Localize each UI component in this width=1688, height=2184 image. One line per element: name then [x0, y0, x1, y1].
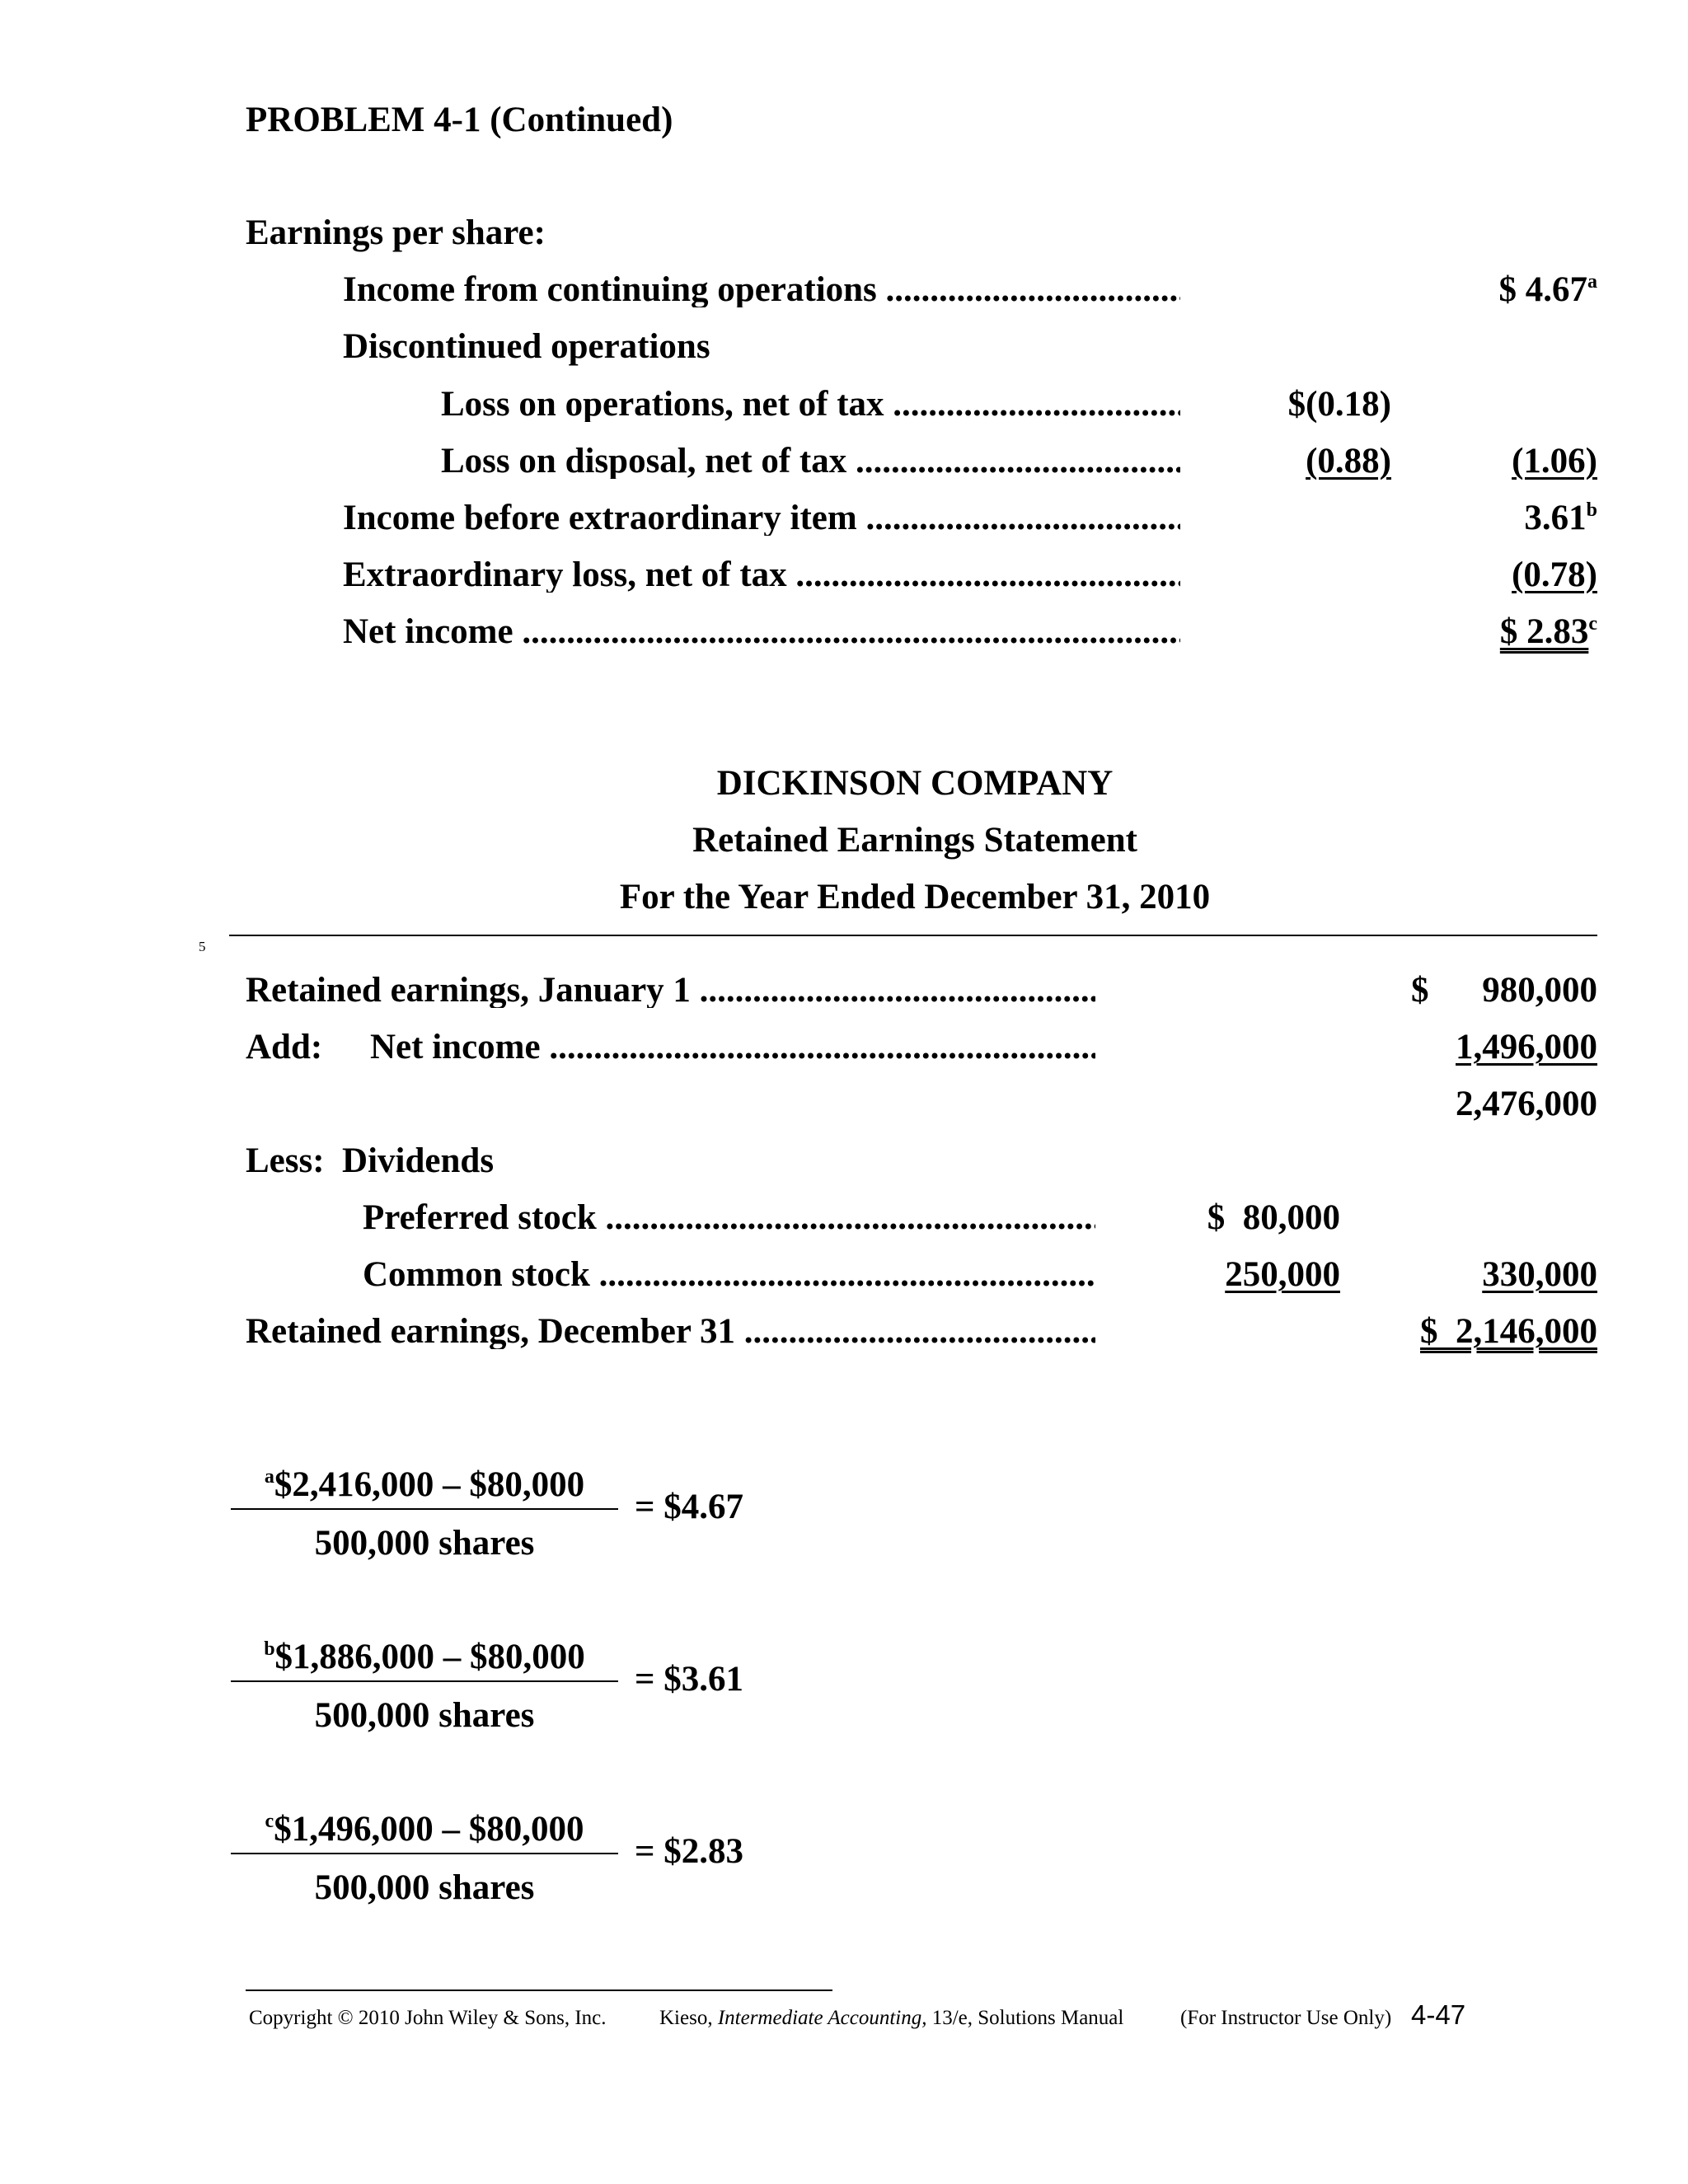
footer-page-number: 4-47 — [1411, 1999, 1466, 2030]
footer-book-credit: Kieso, Intermediate Accounting, 13/e, Solutions Manual — [659, 2007, 1124, 2029]
eps-extra-loss-value: (0.78) — [1512, 555, 1597, 594]
heading-rule — [229, 935, 1597, 936]
re-net-income-value: 1,496,000 — [1456, 1028, 1597, 1066]
margin-number: 5 — [199, 939, 206, 954]
eps-loss-disposal-label: Loss on disposal, net of tax ..... — [441, 443, 1180, 479]
footnote-mark-a: a — [1587, 271, 1597, 293]
re-subtotal: 2,476,000 — [1456, 1085, 1597, 1123]
eps-income-cont-value: $ 4.67$^a$ — [1498, 270, 1597, 309]
re-jan-value: 980,000 — [1482, 971, 1597, 1010]
statement-name: Retained Earnings Statement — [692, 821, 1137, 860]
dividends-total: 330,000 — [1482, 1255, 1597, 1294]
note-c-fraction-bar — [231, 1853, 618, 1854]
note-a-numerator: $^a$\$2,416,000 – $80,000 — [264, 1465, 585, 1504]
eps-disc-total: (1.06) — [1512, 442, 1597, 480]
eps-loss-ops-value: $(0.18) — [1287, 385, 1391, 424]
page-title: PROBLEM 4-1 (Continued) — [246, 101, 673, 139]
eps-before-extra-label: Income before extraordinary item ..... — [343, 500, 1180, 536]
re-jan-dollar: $ — [1411, 971, 1429, 1010]
add-label: Add: — [246, 1028, 323, 1066]
note-b-denominator: 500,000 shares — [314, 1696, 535, 1735]
footnote-mark-b: b — [1586, 499, 1597, 521]
footer-rule — [246, 1990, 832, 1991]
re-net-income-label: Net income ..... — [370, 1029, 1095, 1065]
note-b-numerator: $^b$\$1,886,000 – $80,000 — [264, 1638, 585, 1676]
less-dividends-label: Less: Dividends — [246, 1141, 495, 1180]
eps-before-extra-value: 3.61$^b$ — [1524, 499, 1597, 537]
eps-extra-loss-label: Extraordinary loss, net of tax ..... — [343, 557, 1180, 593]
note-c-denominator: 500,000 shares — [314, 1868, 535, 1907]
common-label: Common stock ..... — [363, 1257, 1095, 1292]
company-name: DICKINSON COMPANY — [716, 764, 1114, 803]
note-a-fraction-bar — [231, 1508, 618, 1510]
re-dec-label: Retained earnings, December 31 ..... — [246, 1314, 1095, 1349]
note-a-result: = $4.67 — [635, 1488, 744, 1526]
note-a-denominator: 500,000 shares — [314, 1524, 535, 1563]
footer-use-note: (For Instructor Use Only) — [1180, 2007, 1392, 2029]
common-value: 250,000 — [1225, 1255, 1340, 1294]
eps-heading: Earnings per share: — [246, 213, 546, 252]
eps-net-income-value: $ 2.83$^c$ — [1499, 612, 1597, 651]
note-c-result: = $2.83 — [635, 1832, 744, 1871]
preferred-label: Preferred stock ..... — [363, 1200, 1095, 1235]
eps-loss-disposal-value: (0.88) — [1306, 442, 1391, 480]
note-c-numerator: $^c$\$1,496,000 – $80,000 — [265, 1810, 584, 1849]
re-dec-value: $ 2,146,000 — [1420, 1312, 1597, 1351]
preferred-value: $ 80,000 — [1207, 1198, 1340, 1237]
statement-period: For the Year Ended December 31, 2010 — [619, 878, 1211, 916]
footer-copyright: Copyright © 2010 John Wiley & Sons, Inc. — [249, 2007, 607, 2029]
eps-net-income-label: Net income ..... — [343, 614, 1180, 649]
eps-loss-ops-label: Loss on operations, net of tax ..... — [441, 387, 1180, 422]
note-b-fraction-bar — [231, 1680, 618, 1682]
re-jan-label: Retained earnings, January 1 ..... — [246, 972, 1095, 1008]
eps-income-cont-label: Income from continuing operations ..... — [343, 272, 1180, 307]
eps-disc-ops-label: Discontinued operations — [343, 327, 710, 366]
note-b-result: = $3.61 — [635, 1660, 744, 1699]
footnote-mark-c: c — [1588, 613, 1597, 635]
